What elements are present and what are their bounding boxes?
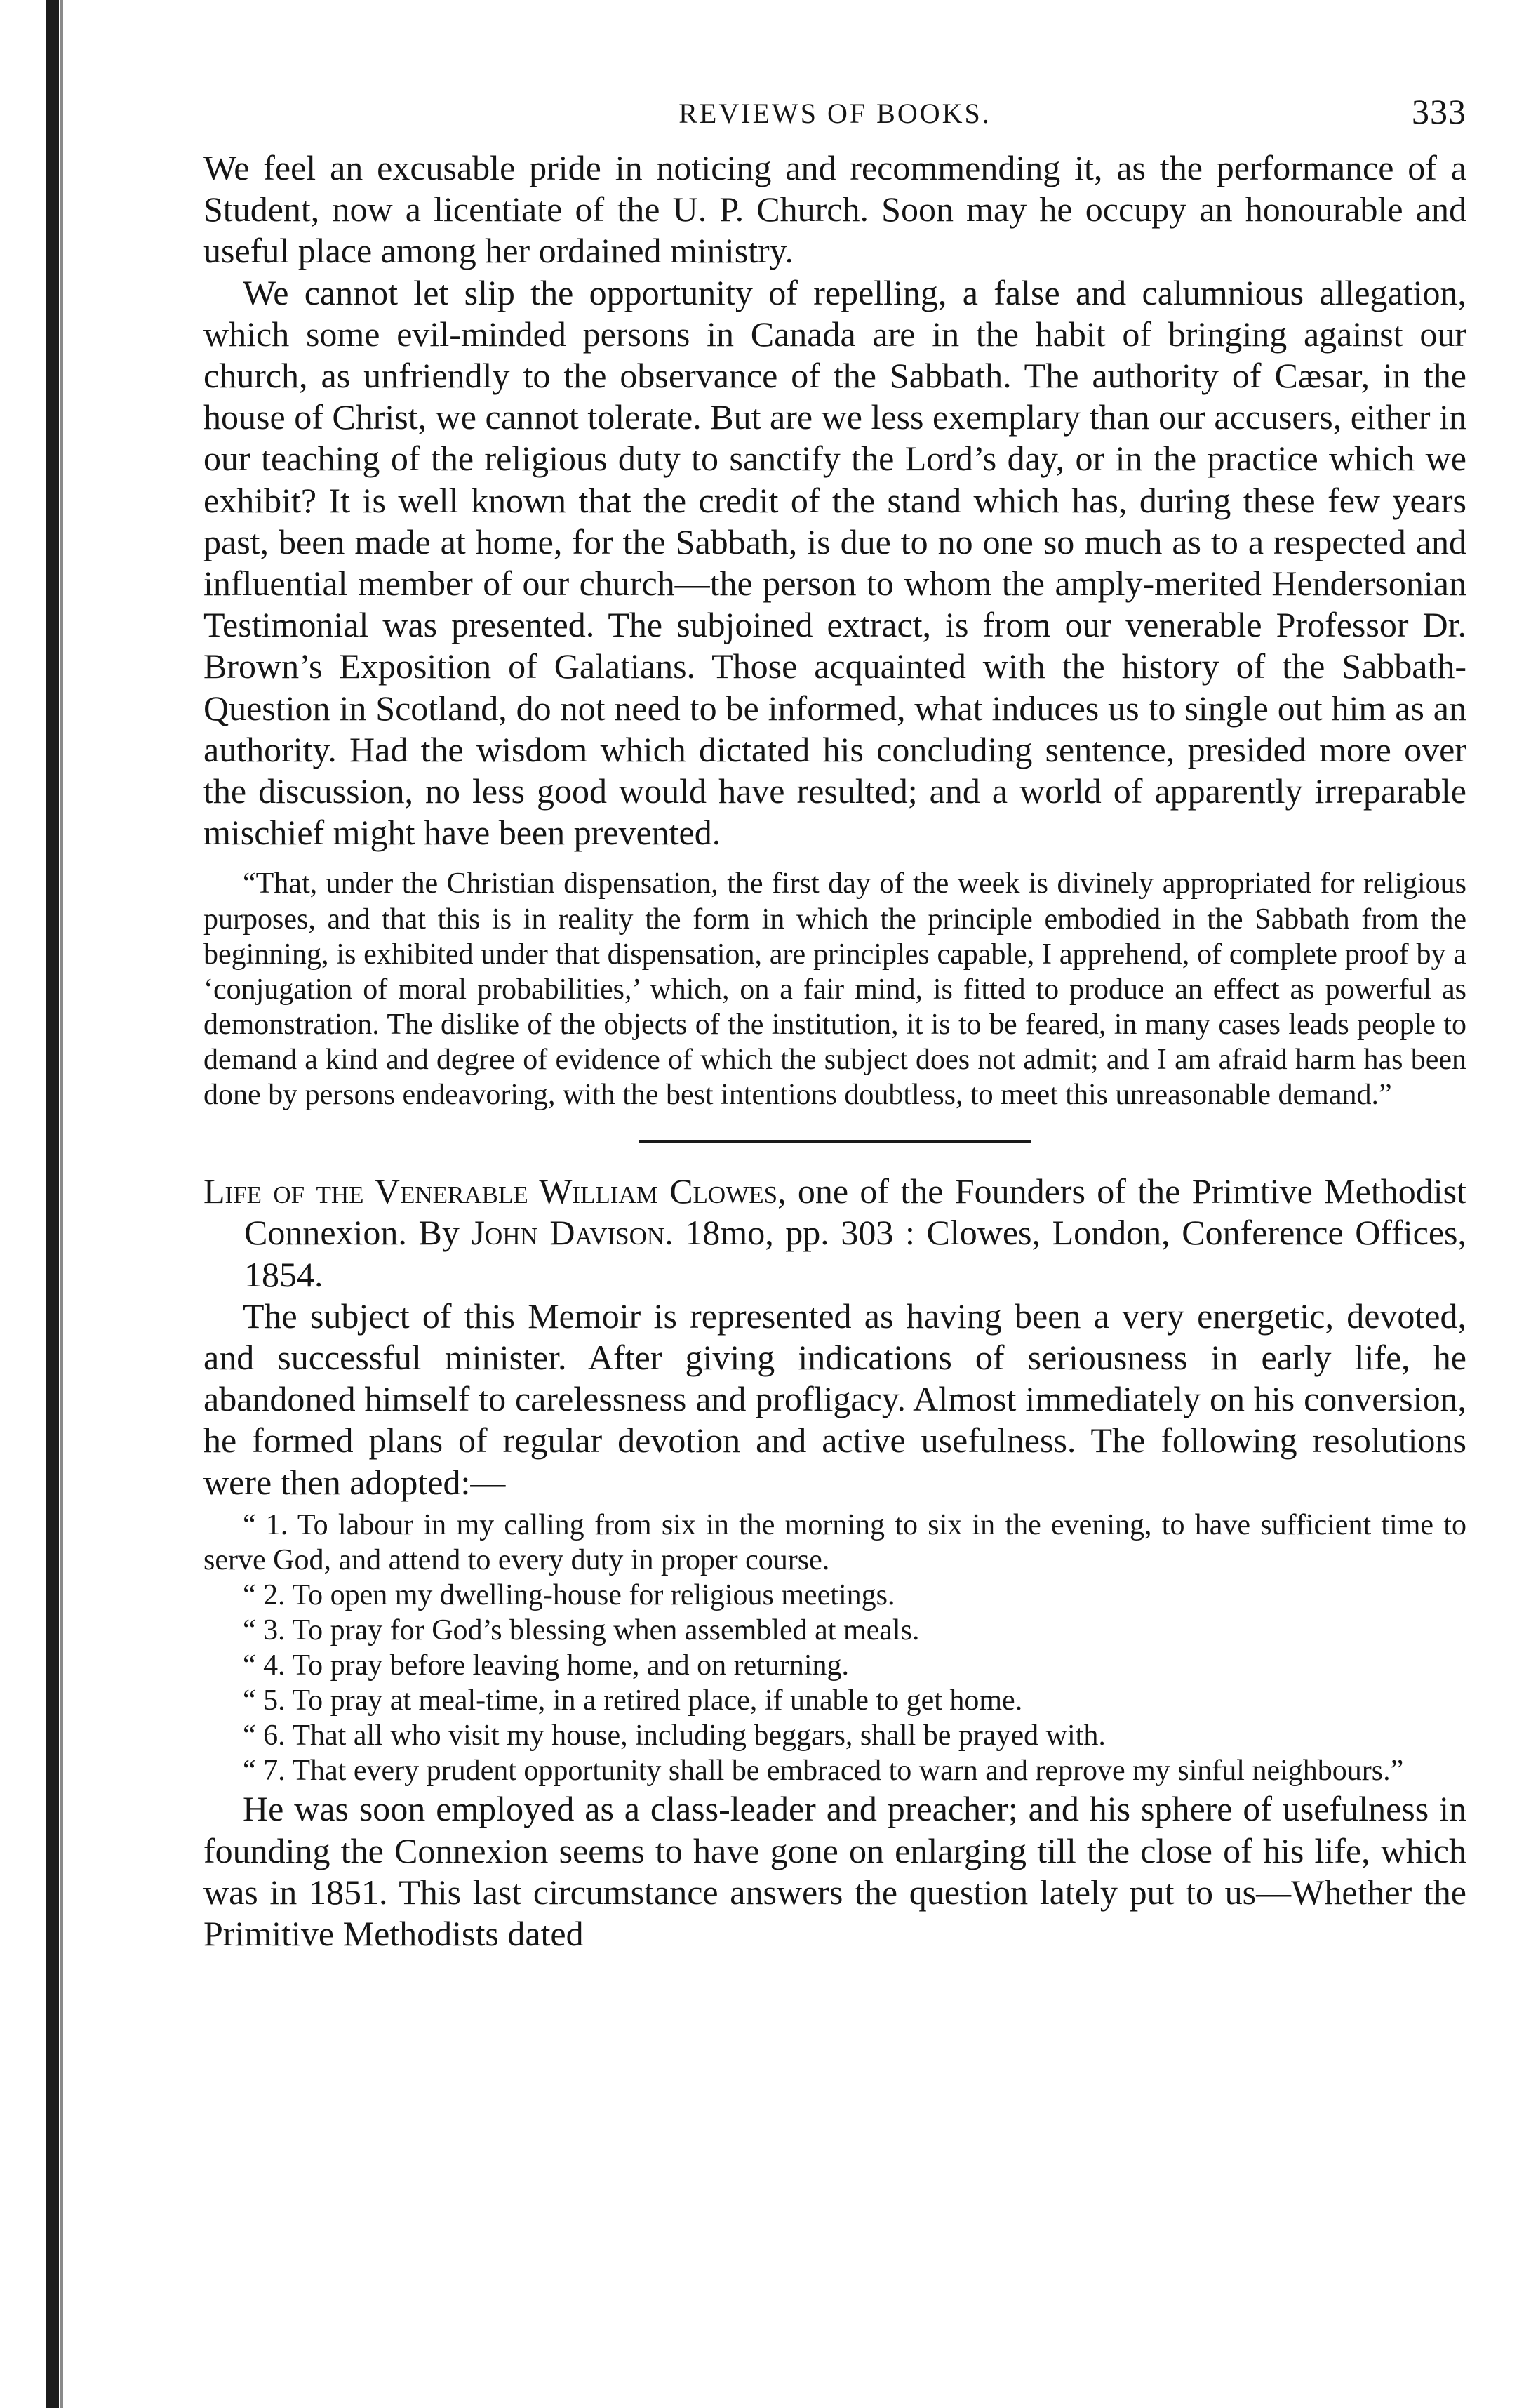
page-binding-shadow (60, 0, 63, 2408)
running-title: REVIEWS OF BOOKS. (678, 98, 991, 129)
resolution-item: “ 7. That every prudent opportunity shall be embraced to warn and reprove my sinful neighbours.” (243, 1755, 1404, 1788)
review-imprint: 18mo, pp. 303 : Clowes, London, Conference Offices, 1854. (244, 1213, 1466, 1294)
review-book-title: Life of the Venerable William Clowes, (203, 1171, 787, 1211)
resolution-item: “ 3. To pray for God’s blessing when assembled at meals. (243, 1614, 920, 1647)
book-page (203, 84, 1466, 1955)
resolution-item: “ 6. That all who visit my house, including beggars, shall be prayed with. (243, 1719, 1106, 1752)
page-number: 333 (1412, 92, 1466, 131)
running-head (203, 84, 1466, 147)
section-divider (639, 1140, 1031, 1143)
review-heading (203, 1171, 1466, 1296)
resolution-item: “ 5. To pray at meal-time, in a retired place, if unable to get home. (243, 1684, 1023, 1717)
resolution-item: “ 4. To pray before leaving home, and on returning. (243, 1649, 850, 1682)
review-author: John Davison. (471, 1213, 674, 1253)
quotation-dr-brown: “That, under the Christian dispensation, the first day of the week is divinely appropriated for religious purposes, and that this is in reality the form in which the principle embodied in the Sabbath from the beginning, is exhibited under that dispensation, are principles capable, I apprehend, of complete proof by a ‘conjugation of moral probabilities,’ which, on a fair mind, is fitted to produce an effect as powerful as demonstration. The dislike of the objects of the institution, it is to be feared, in many cases leads people to demand a kind and degree of evidence of which the subject does not admit; and I am afraid harm has been done by persons endeavoring, with the best intentions doubtless, to meet this unreasonable demand.” (203, 867, 1466, 1112)
paragraph-class-leader: He was soon employed as a class-leader and preacher; and his sphere of usefulness in founding the Connexion seems to have gone on enlarging till the close of his life, which was in 1851. This last circumstance answers the question lately put to us—Whether the Primitive Methodists dated (203, 1789, 1466, 1954)
paragraph-memoir-subject: The subject of this Memoir is represented as having been a very energetic, devoted, and successful minister. After giving indications of seriousness in early life, he abandoned himself to carelessness and profligacy. Almost immediately on his conversion, he formed plans of regular devotion and active usefulness. The following resolutions were then adopted:— (203, 1296, 1466, 1502)
resolution-item: “ 1. To labour in my calling from six in the morning to six in the evening, to have sufficient time to serve God, and attend to every duty in proper course. (203, 1508, 1466, 1576)
page-binding-edge (46, 0, 59, 2408)
paragraph-sabbath-defence: We cannot let slip the opportunity of repelling, a false and calumnious allegation, which some evil-minded persons in Canada are in the habit of bringing against our church, as unfriendly to the observance of the Sabbath. The authority of Cæsar, in the house of Christ, we cannot tolerate. But are we less exemplary than our accusers, either in our teaching of the religious duty to sanctify the Lord’s day, or in the practice which we exhibit? It is well known that the credit of the stand which has, during these few years past, been made at home, for the Sabbath, is due to no one so much as to a respected and influential member of our church—the person to whom the amply-merited Hendersonian Testimonial was presented. The subjoined extract, is from our venerable Professor Dr. Brown’s Exposition of Galatians. Those acquainted with the history of the Sabbath-Question in Scotland, do not need to be informed, what induces us to single out him as an authority. Had the wisdom which dictated his concluding sentence, presided more over the discussion, no less good would have resulted; and a world of apparently irreparable mischief might have been prevented. (203, 272, 1466, 853)
review-title-rest: one of the Founders of the Primtive Methodist Connexion. By (244, 1171, 1466, 1253)
paragraph-recommendation: We feel an excusable pride in noticing and recommending it, as the performance of a Student, now a licentiate of the U. P. Church. Soon may he occupy an honourable and useful place among her ordained ministry. (203, 148, 1466, 271)
resolutions-list (203, 1508, 1466, 1789)
resolution-item: “ 2. To open my dwelling-house for religious meetings. (243, 1578, 895, 1611)
